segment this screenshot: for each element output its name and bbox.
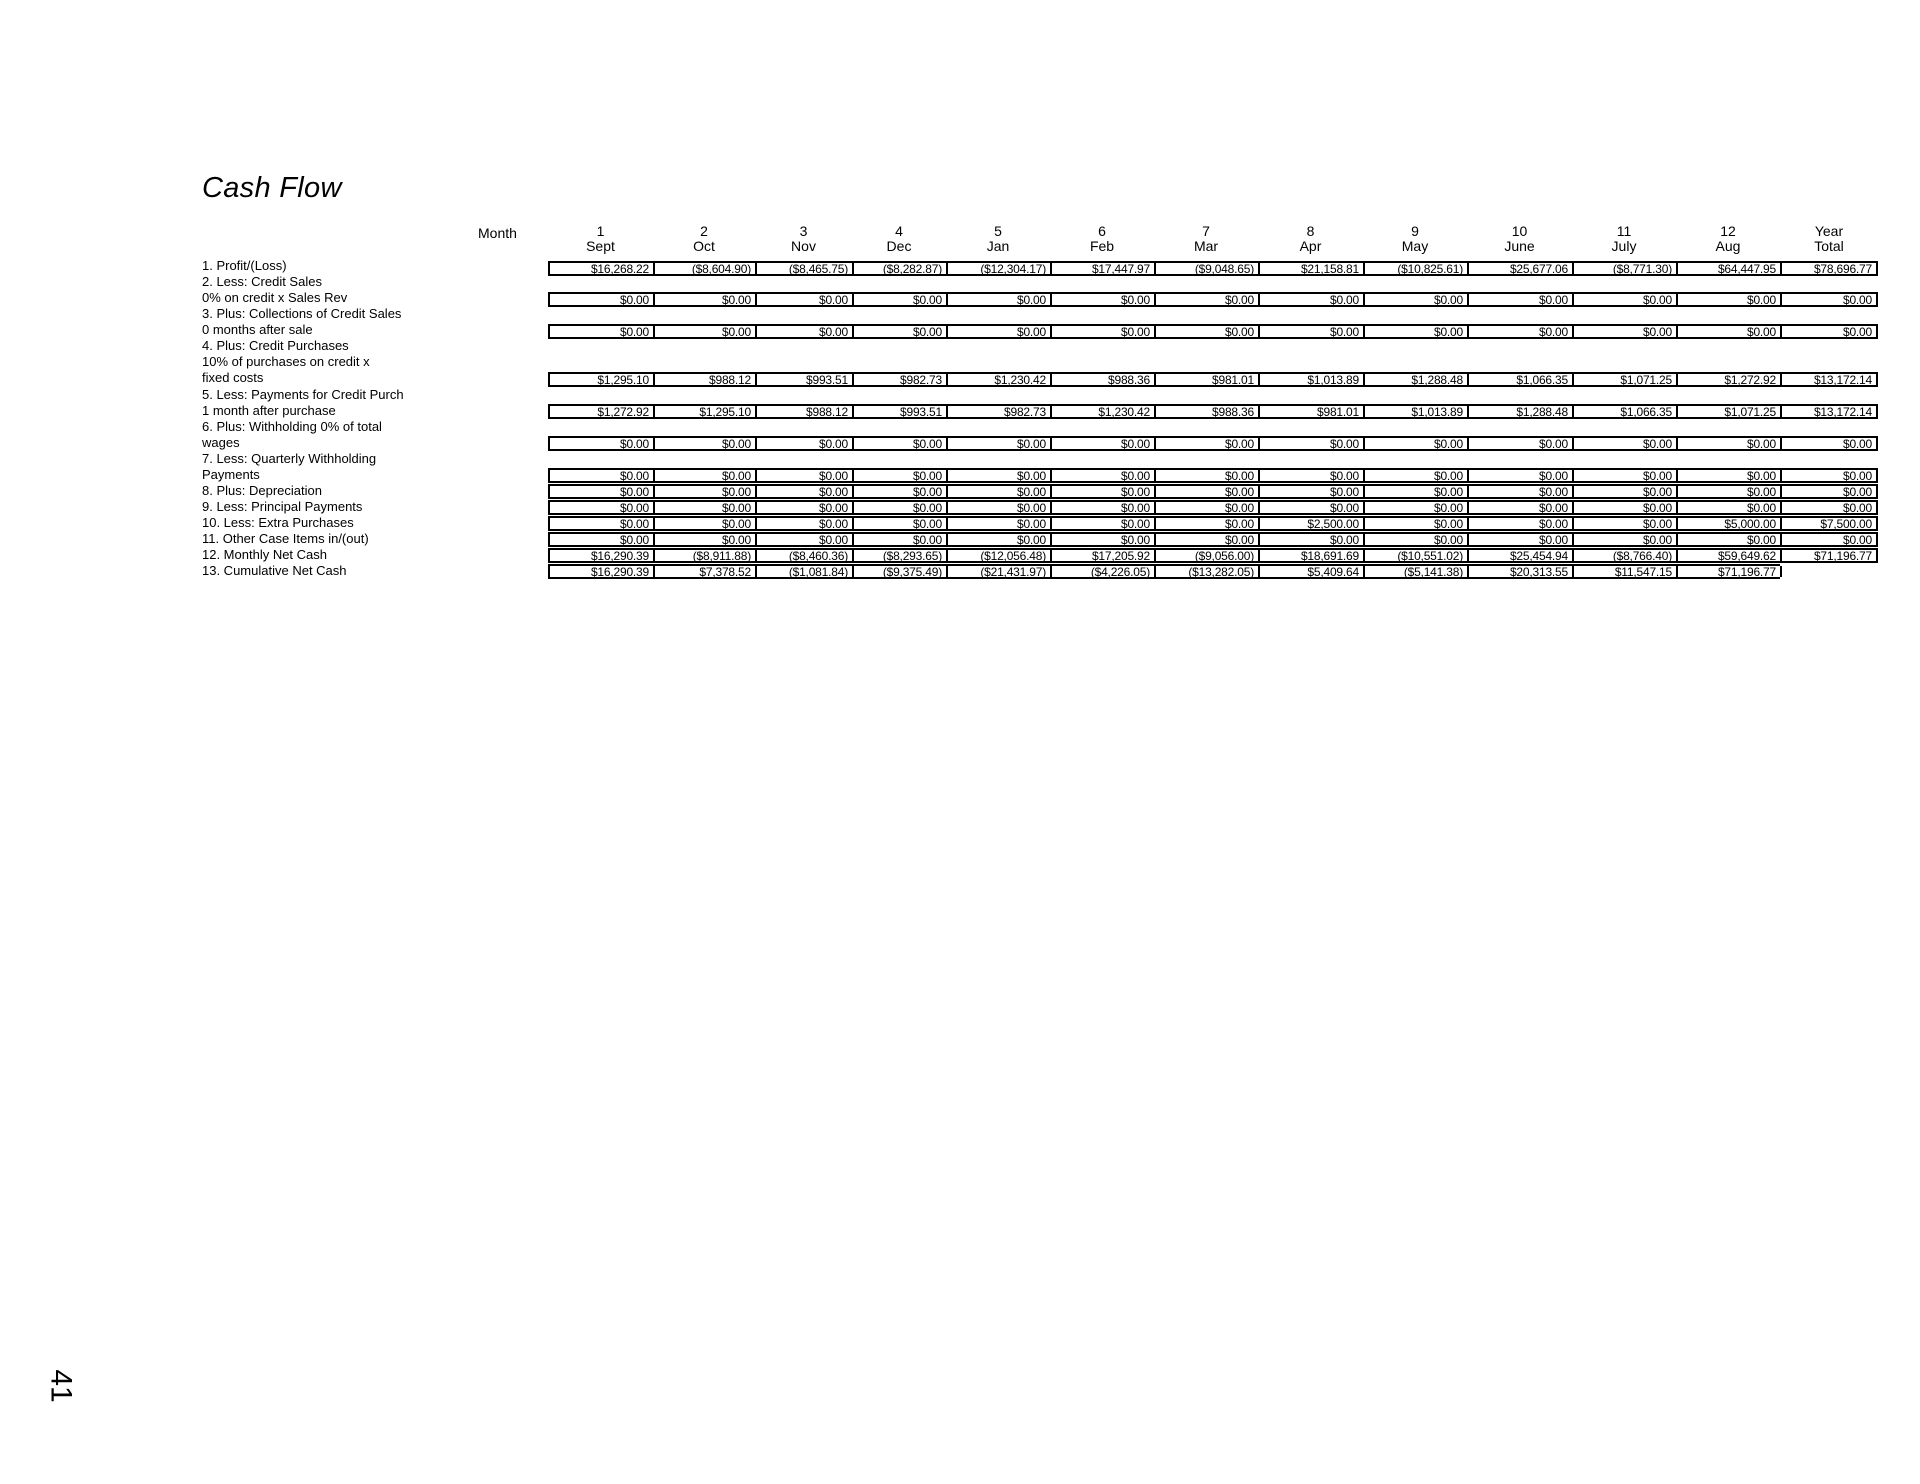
column-month: Jan xyxy=(986,238,1010,254)
table-cell: $0.00 xyxy=(1574,518,1678,529)
table-cell: $16,268.22 xyxy=(550,263,655,274)
table-cell: $0.00 xyxy=(854,518,948,529)
table-cell: $20,313.55 xyxy=(1469,566,1574,577)
table-cell: $0.00 xyxy=(1842,437,1872,451)
table-cell: $982.73 xyxy=(854,374,948,385)
table-cell: $0.00 xyxy=(1260,438,1365,449)
row-label: fixed costs xyxy=(202,370,264,385)
table-cell: $0.00 xyxy=(1574,486,1678,497)
table-cell: ($8,766.40) xyxy=(1574,550,1678,561)
column-header xyxy=(849,224,949,254)
table-cell: $25,454.94 xyxy=(1469,550,1574,561)
column-number: 11 xyxy=(1616,223,1632,239)
table-cell: ($4,226.05) xyxy=(1052,566,1156,577)
column-header xyxy=(1156,224,1256,254)
page-number: 41 xyxy=(44,1369,78,1403)
column-month: May xyxy=(1401,238,1429,254)
row-label: 9. Less: Principal Payments xyxy=(202,499,363,514)
column-month: Sept xyxy=(586,238,615,254)
table-cell: ($10,551.02) xyxy=(1365,550,1469,561)
table-cell: $0.00 xyxy=(1156,534,1260,545)
column-number: 12 xyxy=(1720,223,1736,239)
table-cell: $0.00 xyxy=(1365,438,1469,449)
table-cell: $0.00 xyxy=(757,518,854,529)
row-label: 1 month after purchase xyxy=(202,403,336,418)
table-cell: ($8,771.30) xyxy=(1574,263,1678,274)
table-cell: $1,230.42 xyxy=(1052,406,1156,417)
table-cell: $0.00 xyxy=(550,518,655,529)
column-number: 7 xyxy=(1202,223,1210,239)
table-row-profit-loss xyxy=(548,261,1878,276)
table-cell: $0.00 xyxy=(1469,326,1574,337)
table-cell: $0.00 xyxy=(948,470,1052,481)
column-month: Apr xyxy=(1299,238,1322,254)
table-cell: $0.00 xyxy=(757,534,854,545)
column-header xyxy=(754,224,854,254)
table-cell: $0.00 xyxy=(1365,294,1469,305)
table-cell: $7,378.52 xyxy=(655,566,757,577)
table-cell: $0.00 xyxy=(1574,502,1678,513)
table-cell: $0.00 xyxy=(1678,294,1782,305)
column-month: Oct xyxy=(693,238,715,254)
table-cell: $71,196.77 xyxy=(1813,549,1872,563)
table-cell: ($8,282.87) xyxy=(854,263,948,274)
column-header xyxy=(1052,224,1152,254)
column-number: 9 xyxy=(1411,223,1419,239)
table-cell: $25,677.06 xyxy=(1469,263,1574,274)
table-cell: $0.00 xyxy=(1842,293,1872,307)
table-cell: $0.00 xyxy=(550,502,655,513)
table-row-extra-purchases xyxy=(548,516,1878,531)
row-label: 8. Plus: Depreciation xyxy=(202,483,322,498)
table-cell: $0.00 xyxy=(948,486,1052,497)
table-cell: $0.00 xyxy=(1469,294,1574,305)
row-label: 1. Profit/(Loss) xyxy=(202,258,287,273)
table-cell: $0.00 xyxy=(655,534,757,545)
table-row-payments-credit-purch xyxy=(548,404,1878,419)
table-cell: $5,409.64 xyxy=(1260,566,1365,577)
table-cell: $0.00 xyxy=(1260,294,1365,305)
table-cell: ($21,431.97) xyxy=(948,566,1052,577)
table-cell: $0.00 xyxy=(1156,438,1260,449)
table-cell: $1,066.35 xyxy=(1574,406,1678,417)
column-month: Aug xyxy=(1715,238,1741,254)
table-cell: ($5,141.38) xyxy=(1365,566,1469,577)
column-header xyxy=(948,224,1048,254)
table-cell: $1,288.48 xyxy=(1365,374,1469,385)
table-cell: $1,013.89 xyxy=(1365,406,1469,417)
page-title: Cash Flow xyxy=(202,172,342,204)
table-cell: $0.00 xyxy=(1365,534,1469,545)
table-cell: $0.00 xyxy=(1052,486,1156,497)
table-cell: $1,071.25 xyxy=(1574,374,1678,385)
table-cell: $0.00 xyxy=(1842,485,1872,499)
table-cell: $13,172.14 xyxy=(1813,405,1872,419)
table-cell: $0.00 xyxy=(1469,486,1574,497)
table-cell xyxy=(1782,566,1880,577)
table-cell: $0.00 xyxy=(655,470,757,481)
table-cell: $0.00 xyxy=(1574,294,1678,305)
table-cell: $0.00 xyxy=(655,518,757,529)
table-cell: $17,205.92 xyxy=(1052,550,1156,561)
row-label: Payments xyxy=(202,467,260,482)
table-cell: $5,000.00 xyxy=(1678,518,1782,529)
table-cell: $0.00 xyxy=(1365,470,1469,481)
table-cell: $0.00 xyxy=(1260,326,1365,337)
row-label: 4. Plus: Credit Purchases xyxy=(202,338,349,353)
column-number: 4 xyxy=(895,223,903,239)
table-cell: $0.00 xyxy=(1156,294,1260,305)
row-label: 6. Plus: Withholding 0% of total xyxy=(202,419,382,434)
table-cell: $0.00 xyxy=(757,470,854,481)
table-cell: $18,691.69 xyxy=(1260,550,1365,561)
column-header xyxy=(1365,224,1465,254)
table-cell: $0.00 xyxy=(1052,294,1156,305)
table-cell: $0.00 xyxy=(550,294,655,305)
table-cell: $0.00 xyxy=(550,438,655,449)
table-cell: $0.00 xyxy=(655,438,757,449)
table-cell: ($13,282.05) xyxy=(1156,566,1260,577)
table-cell: $0.00 xyxy=(655,486,757,497)
row-label: 13. Cumulative Net Cash xyxy=(202,563,347,578)
table-cell: $981.01 xyxy=(1260,406,1365,417)
row-label: 0 months after sale xyxy=(202,322,313,337)
table-cell: $0.00 xyxy=(854,438,948,449)
table-cell: $0.00 xyxy=(1678,502,1782,513)
table-cell: $0.00 xyxy=(1052,438,1156,449)
table-cell: $0.00 xyxy=(1678,438,1782,449)
table-cell: $0.00 xyxy=(854,470,948,481)
table-cell: $0.00 xyxy=(1469,438,1574,449)
table-cell: ($12,056.48) xyxy=(948,550,1052,561)
table-cell: ($8,460.36) xyxy=(757,550,854,561)
column-month: Feb xyxy=(1089,238,1115,254)
table-cell: $0.00 xyxy=(854,534,948,545)
column-number: 10 xyxy=(1511,223,1528,239)
table-cell: $0.00 xyxy=(1156,518,1260,529)
column-header xyxy=(1779,224,1879,254)
table-cell: $13,172.14 xyxy=(1813,373,1872,387)
column-number: 3 xyxy=(799,223,808,239)
table-cell: $0.00 xyxy=(1365,326,1469,337)
table-cell: $1,230.42 xyxy=(948,374,1052,385)
table-cell: $0.00 xyxy=(757,294,854,305)
column-number: 6 xyxy=(1098,223,1106,239)
column-month: Nov xyxy=(791,238,816,254)
table-cell: $0.00 xyxy=(1678,486,1782,497)
table-cell: $0.00 xyxy=(948,502,1052,513)
row-label: 3. Plus: Collections of Credit Sales xyxy=(202,306,402,321)
column-header xyxy=(551,224,651,254)
table-cell: $0.00 xyxy=(550,486,655,497)
table-cell: $0.00 xyxy=(1052,534,1156,545)
table-cell: ($10,825.61) xyxy=(1365,263,1469,274)
table-cell: $0.00 xyxy=(1469,534,1574,545)
table-cell: $1,288.48 xyxy=(1469,406,1574,417)
table-row-collections-credit-sales xyxy=(548,324,1878,339)
table-cell: $981.01 xyxy=(1156,374,1260,385)
row-label: 5. Less: Payments for Credit Purch xyxy=(202,387,404,402)
table-cell: $0.00 xyxy=(854,486,948,497)
column-month: June xyxy=(1504,238,1535,254)
table-cell: $0.00 xyxy=(1052,518,1156,529)
table-cell: $78,696.77 xyxy=(1813,262,1872,276)
table-cell: ($9,375.49) xyxy=(854,566,948,577)
table-cell: $0.00 xyxy=(1842,469,1872,483)
table-cell: $0.00 xyxy=(1365,518,1469,529)
table-cell: $1,071.25 xyxy=(1678,406,1782,417)
table-cell: $0.00 xyxy=(1052,326,1156,337)
table-cell: $993.51 xyxy=(854,406,948,417)
column-header xyxy=(1678,224,1778,254)
table-cell: ($8,293.65) xyxy=(854,550,948,561)
table-cell: $988.12 xyxy=(757,406,854,417)
row-label: 2. Less: Credit Sales xyxy=(202,274,322,289)
table-cell: $0.00 xyxy=(1678,470,1782,481)
table-cell: $0.00 xyxy=(1365,486,1469,497)
table-cell: $0.00 xyxy=(757,486,854,497)
column-number: 5 xyxy=(994,223,1002,239)
table-cell: $0.00 xyxy=(1365,502,1469,513)
table-row-credit-sales xyxy=(548,292,1878,307)
table-cell: $59,649.62 xyxy=(1678,550,1782,561)
column-month: Mar xyxy=(1193,238,1219,254)
column-header xyxy=(1261,224,1361,254)
table-cell: $0.00 xyxy=(1156,326,1260,337)
table-cell: $0.00 xyxy=(1469,518,1574,529)
table-cell: $0.00 xyxy=(655,294,757,305)
table-cell: ($12,304.17) xyxy=(948,263,1052,274)
row-label: wages xyxy=(202,435,240,450)
row-label: 10. Less: Extra Purchases xyxy=(202,515,354,530)
table-cell: $0.00 xyxy=(550,534,655,545)
table-cell: $0.00 xyxy=(854,294,948,305)
table-cell: $0.00 xyxy=(948,438,1052,449)
table-cell: $982.73 xyxy=(948,406,1052,417)
table-row-other-case-items xyxy=(548,532,1878,547)
table-cell: $1,272.92 xyxy=(1678,374,1782,385)
table-cell: $0.00 xyxy=(1842,501,1872,515)
table-cell: $988.36 xyxy=(1052,374,1156,385)
month-label: Month xyxy=(478,225,517,241)
table-cell: ($1,081.84) xyxy=(757,566,854,577)
table-cell: $0.00 xyxy=(1842,325,1872,339)
table-cell: $0.00 xyxy=(1260,486,1365,497)
column-number: 2 xyxy=(700,223,708,239)
table-cell: ($8,465.75) xyxy=(757,263,854,274)
column-header xyxy=(654,224,754,254)
table-cell: $11,547.15 xyxy=(1574,566,1678,577)
table-cell: $0.00 xyxy=(1260,534,1365,545)
table-cell: $0.00 xyxy=(1260,470,1365,481)
table-cell: $1,272.92 xyxy=(550,406,655,417)
table-cell: $71,196.77 xyxy=(1678,566,1782,577)
table-cell: $0.00 xyxy=(1469,470,1574,481)
table-cell: $0.00 xyxy=(1574,326,1678,337)
table-row-depreciation xyxy=(548,484,1878,499)
table-cell: $1,066.35 xyxy=(1469,374,1574,385)
table-cell: $0.00 xyxy=(1678,534,1782,545)
table-cell: $0.00 xyxy=(948,294,1052,305)
row-label: 0% on credit x Sales Rev xyxy=(202,290,348,305)
table-cell: $0.00 xyxy=(655,502,757,513)
table-cell: $988.36 xyxy=(1156,406,1260,417)
table-cell: $0.00 xyxy=(948,534,1052,545)
table-cell: $1,013.89 xyxy=(1260,374,1365,385)
row-label: 10% of purchases on credit x xyxy=(202,354,370,369)
table-cell: $0.00 xyxy=(854,502,948,513)
table-cell: $0.00 xyxy=(948,326,1052,337)
column-header xyxy=(1574,224,1674,254)
table-cell: $7,500.00 xyxy=(1820,517,1872,531)
column-header xyxy=(1470,224,1570,254)
table-cell: $0.00 xyxy=(550,326,655,337)
row-label: 11. Other Case Items in/(out) xyxy=(202,531,369,546)
column-number: Year xyxy=(1814,223,1844,239)
row-label: 7. Less: Quarterly Withholding xyxy=(202,451,377,466)
table-cell: $0.00 xyxy=(757,438,854,449)
table-cell: $0.00 xyxy=(757,326,854,337)
table-cell: $0.00 xyxy=(1156,486,1260,497)
table-cell: $0.00 xyxy=(1052,502,1156,513)
table-cell: $0.00 xyxy=(1574,534,1678,545)
column-number: 1 xyxy=(596,223,605,239)
table-cell: ($8,604.90) xyxy=(655,263,757,274)
table-cell: $993.51 xyxy=(757,374,854,385)
table-cell: $0.00 xyxy=(1574,438,1678,449)
table-cell: $2,500.00 xyxy=(1260,518,1365,529)
table-cell: $0.00 xyxy=(1574,470,1678,481)
table-cell: $16,290.39 xyxy=(550,566,655,577)
table-cell: $0.00 xyxy=(1469,502,1574,513)
column-month: July xyxy=(1611,238,1637,254)
table-cell: $0.00 xyxy=(655,326,757,337)
table-cell: $0.00 xyxy=(1156,502,1260,513)
table-cell: $16,290.39 xyxy=(550,550,655,561)
table-cell: ($9,056.00) xyxy=(1156,550,1260,561)
table-row-quarterly-withholding xyxy=(548,468,1878,483)
table-cell: $17,447.97 xyxy=(1052,263,1156,274)
column-month: Total xyxy=(1814,238,1844,254)
table-cell: $0.00 xyxy=(550,470,655,481)
row-label: 12. Monthly Net Cash xyxy=(202,547,328,562)
table-row-principal-payments xyxy=(548,500,1878,515)
table-cell: ($8,911.88) xyxy=(655,550,757,561)
table-cell: $0.00 xyxy=(1156,470,1260,481)
table-cell: $64,447.95 xyxy=(1678,263,1782,274)
table-cell: $0.00 xyxy=(1052,470,1156,481)
table-cell: $0.00 xyxy=(948,518,1052,529)
table-cell: $988.12 xyxy=(655,374,757,385)
table-cell: $1,295.10 xyxy=(655,406,757,417)
column-month: Dec xyxy=(886,238,912,254)
table-cell: $0.00 xyxy=(1260,502,1365,513)
table-row-monthly-net-cash xyxy=(548,548,1878,563)
table-cell: $0.00 xyxy=(1842,533,1872,547)
table-row-credit-purchases xyxy=(548,372,1878,387)
table-cell: $21,158.81 xyxy=(1260,263,1365,274)
table-cell: $0.00 xyxy=(854,326,948,337)
table-cell: $0.00 xyxy=(1678,326,1782,337)
table-cell: $1,295.10 xyxy=(550,374,655,385)
table-cell: $0.00 xyxy=(757,502,854,513)
table-row-cumulative-net-cash xyxy=(548,564,1780,579)
column-number: 8 xyxy=(1306,223,1315,239)
table-row-withholding xyxy=(548,436,1878,451)
table-cell: ($9,048.65) xyxy=(1156,263,1260,274)
